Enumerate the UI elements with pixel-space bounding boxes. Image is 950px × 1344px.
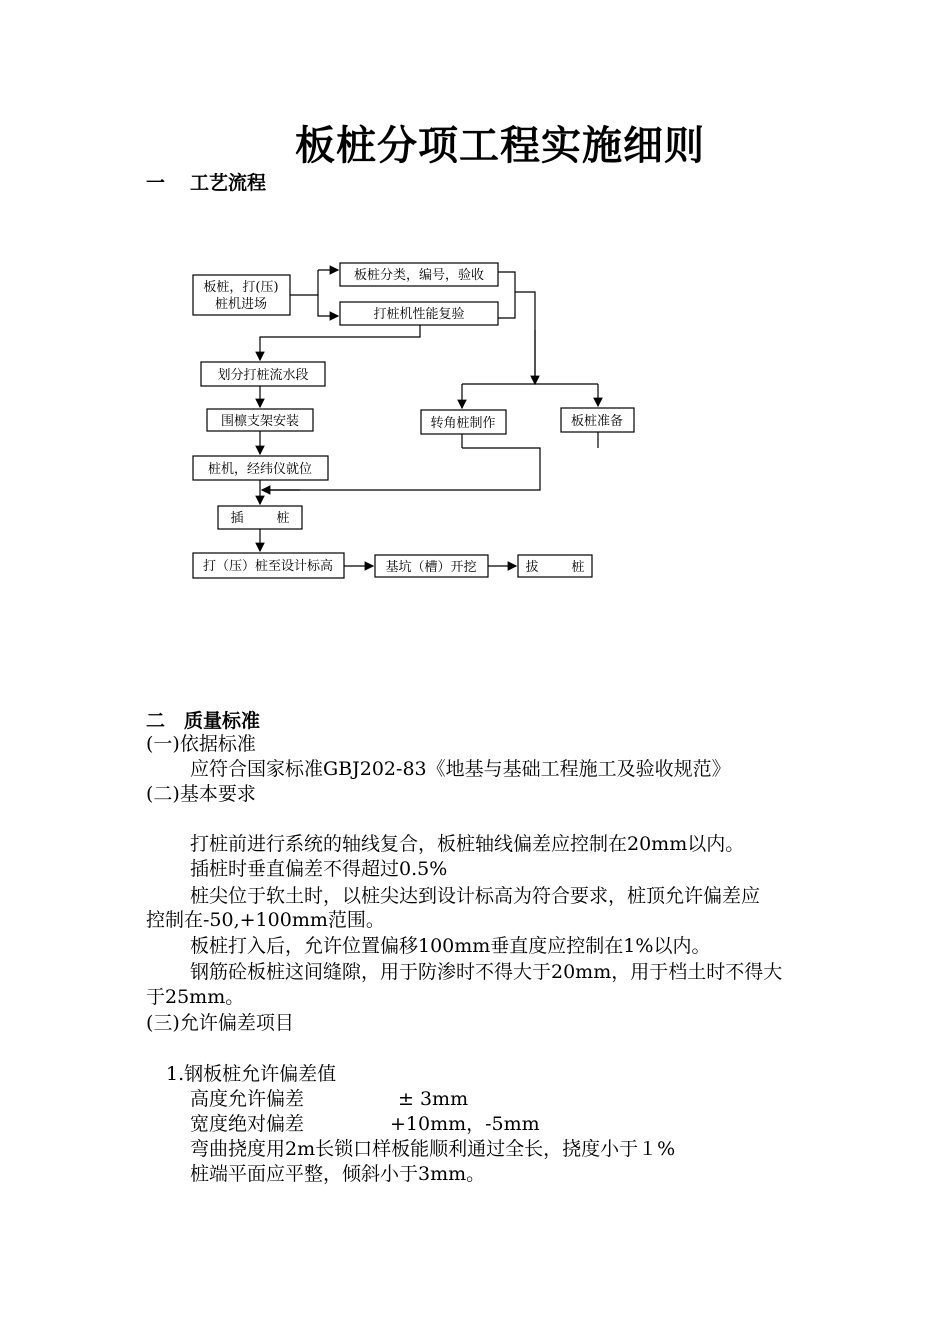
bend-text: 弯曲挠度用2m长锁口样板能顺利通过全长，挠度小于１% [190,1138,676,1160]
flow-label-classify: 板桩分类，编号，验收 [353,268,485,283]
requirement-line: 板桩打入后，允许位置偏移100mm垂直度应控制在1%以内。 [190,935,711,957]
height-value: ± 3mm [398,1088,469,1110]
requirement-line: 于25mm。 [146,986,245,1008]
section-2-heading: 质量标准 [184,710,261,732]
flow-label-insert: 插 桩 [230,511,290,526]
basis-title: (一)依据标准 [146,733,256,755]
flow-label-excavate: 基坑（槽）开挖 [385,560,477,575]
steel-pile-title: 1.钢板桩允许偏差值 [166,1063,337,1085]
requirement-line: 插桩时垂直偏差不得超过0.5% [190,858,448,880]
flow-label-divide: 划分打桩流水段 [217,368,309,383]
width-value: +10mm，-5mm [390,1113,540,1135]
flow-line-classify-right [498,272,515,318]
width-label: 宽度绝对偏差 [190,1113,305,1135]
tolerance-title: (三)允许偏差项目 [146,1012,294,1034]
flow-label-pull: 拔 桩 [525,560,585,575]
flow-arrow-to-recheck [318,295,338,316]
page-title: 板桩分项工程实施细则 [295,123,705,169]
flow-label-frame: 围檩支架安装 [220,414,300,429]
requirement-line: 控制在-50,+100mm范围。 [146,909,385,931]
flow-label-enter-2: 桩机进场 [214,297,268,312]
flow-line-enter-split [290,270,318,295]
requirement-line: 钢筋砼板桩这间缝隙，用于防渗时不得大于20mm，用于档土时不得大 [190,961,783,983]
requirement-line: 桩尖位于软土时，以桩尖达到设计标高为符合要求，桩顶允许偏差应 [190,885,761,907]
flow-label-enter-1: 板桩，打(压) [203,280,279,295]
flow-label-corner: 转角桩制作 [430,416,496,431]
end-text: 桩端平面应平整，倾斜小于3mm。 [190,1163,486,1185]
section-1-number: 一 [146,172,166,194]
section-1-heading: 工艺流程 [190,172,267,194]
requirement-line: 打桩前进行系统的轴线复合，板桩轴线偏差应控制在20mm以内。 [190,833,745,855]
basis-text: 应符合国家标准GBJ202-83《地基与基础工程施工及验收规范》 [190,758,731,780]
section-2-number: 二 [146,710,166,732]
flow-arrow-to-divide [260,325,420,360]
flow-label-recheck: 打桩机性能复验 [373,307,465,322]
height-label: 高度允许偏差 [190,1088,305,1110]
flow-label-prep: 板桩准备 [570,414,624,429]
flow-label-drive: 打（压）桩至设计标高 [202,559,334,574]
requirements-title: (二)基本要求 [146,783,256,805]
flow-line-right-merge [515,292,535,384]
flow-label-position: 桩机，经纬仪就位 [207,462,313,477]
